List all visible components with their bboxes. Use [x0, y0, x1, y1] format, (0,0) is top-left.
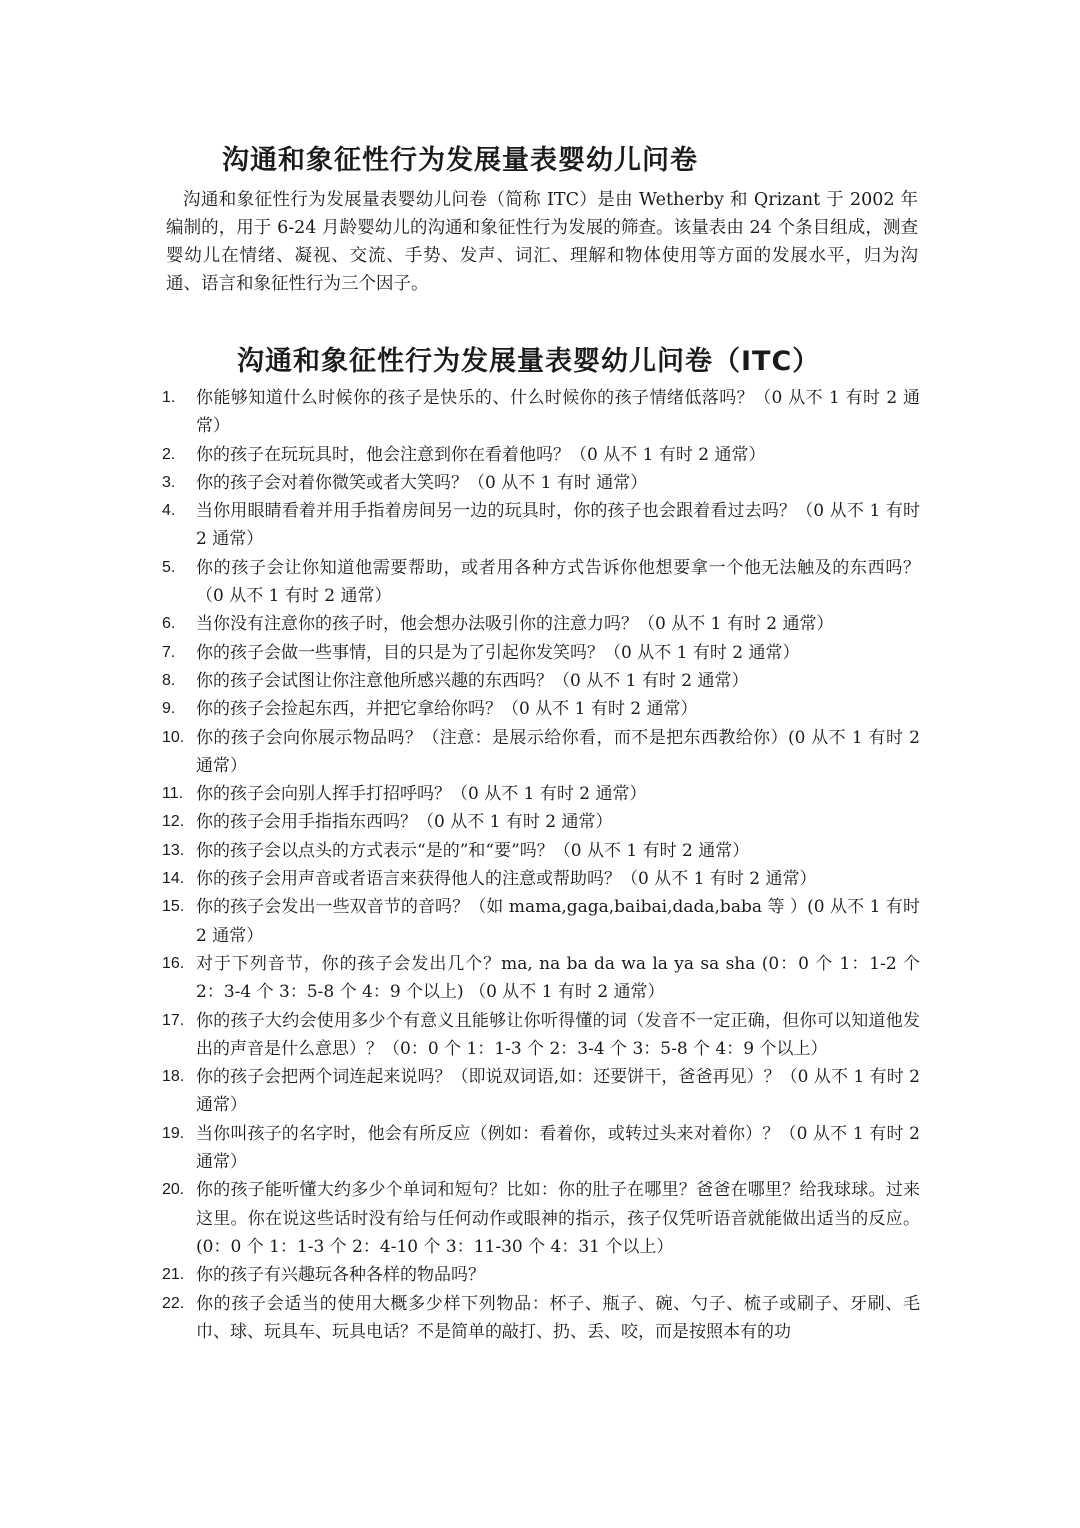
question-number: 21. [162, 1266, 185, 1284]
question-text: 你能够知道什么时候你的孩子是快乐的、什么时候你的孩子情绪低落吗？（0 从不 1 有时 2 通常） [196, 388, 920, 437]
question-number: 13. [162, 841, 185, 859]
intro-paragraph: 沟通和象征性行为发展量表婴幼儿问卷（简称 ITC）是由 Wetherby 和 Qrizant 于 2002 年编制的，用于 6-24 月龄婴幼儿的沟通和象征性行为发展的筛查。该量表由 24 个条目组成，测查婴幼儿在情绪、凝视、交流、手势、发声、词汇、理解和物体使用等方面的发展水平，归为沟通、语言和象征性行为三个因子。 [166, 190, 918, 294]
question-text: 你的孩子会对着你微笑或者大笑吗？（0 从不 1 有时 通常） [196, 472, 648, 493]
question-number: 22. [162, 1294, 185, 1312]
question-item [162, 1007, 920, 1064]
question-item [162, 1063, 920, 1120]
question-text: 当你叫孩子的名字时，他会有所反应（例如：看着你，或转过头来对着你）？（0 从不 1 有时 2 通常） [196, 1123, 920, 1173]
question-item [162, 1176, 920, 1261]
question-text: 你的孩子会向你展示物品吗？（注意：是展示给你看，而不是把东西教给你）(0 从不 1 有时 2 通常） [196, 727, 920, 776]
question-text: 你的孩子在玩玩具时，他会注意到你在看着他吗？（0 从不 1 有时 2 通常） [196, 444, 766, 465]
question-number: 18. [162, 1068, 185, 1086]
question-text: 你的孩子会用声音或者语言来获得他人的注意或帮助吗？（0 从不 1 有时 2 通常） [196, 869, 817, 890]
question-text: 你的孩子会适当的使用大概多少样下列物品：杯子、瓶子、碗、勺子、梳子或刷子、牙刷、毛巾、球、玩具车、玩具电话？不是简单的敲打、扔、丢、咬，而是按照本有的功 [196, 1293, 920, 1342]
question-text: 你的孩子会以点头的方式表示“是的”和“要”吗？（0 从不 1 有时 2 通常） [196, 840, 750, 861]
question-number: 2. [162, 445, 176, 463]
question-number: 11. [162, 785, 184, 803]
question-number: 17. [162, 1011, 185, 1029]
question-item [162, 441, 920, 469]
question-number: 12. [162, 813, 185, 831]
question-text: 你的孩子会让你知道他需要帮助，或者用各种方式告诉你他想要拿一个他无法触及的东西吗？（0 从不 1 有时 2 通常） [196, 557, 920, 607]
question-item [162, 610, 920, 638]
question-number: 7. [162, 643, 176, 661]
question-text: 你的孩子能听懂大约多少个单词和短句？比如：你的肚子在哪里？爸爸在哪里？给我球球。过来这里。你在说这些话时没有给与任何动作或眼神的指示，孩子仅凭听语音就能做出适当的反应。(0：0 个 1：1-3 个 2：4-10 个 3：11-30 个 4：31 个以上） [196, 1180, 920, 1257]
question-item [162, 1290, 920, 1347]
question-item [162, 667, 920, 695]
question-item [162, 893, 920, 950]
question-number: 9. [162, 700, 176, 718]
question-number: 14. [162, 870, 185, 888]
question-text: 你的孩子会试图让你注意他所感兴趣的东西吗？（0 从不 1 有时 2 通常） [196, 670, 749, 691]
question-text: 你的孩子大约会使用多少个有意义且能够让你听得懂的词（发音不一定正确，但你可以知道他发出的声音是什么意思）？（0：0 个 1：1-3 个 2：3-4 个 3：5-8 个 4：9 个以上） [196, 1010, 920, 1059]
question-item [162, 808, 920, 836]
question-item [162, 384, 920, 441]
question-number: 5. [162, 558, 176, 576]
question-text: 你的孩子会把两个词连起来说吗？（即说双词语,如：还要饼干，爸爸再见）？（0 从不 1 有时 2 通常） [196, 1067, 920, 1116]
question-text: 你的孩子会向别人挥手打招呼吗？（0 从不 1 有时 2 通常） [196, 784, 647, 805]
question-text: 你的孩子有兴趣玩各种各样的物品吗？ [196, 1265, 485, 1286]
question-number: 10. [162, 728, 185, 746]
question-item [162, 639, 920, 667]
question-item [162, 865, 920, 893]
question-number: 20. [162, 1181, 185, 1199]
question-number: 4. [162, 502, 176, 520]
question-text: 你的孩子会捡起东西，并把它拿给你吗？（0 从不 1 有时 2 通常） [196, 699, 698, 720]
question-text: 你的孩子会发出一些双音节的音吗？（如 mama,gaga,baibai,dada,baba 等 ）(0 从不 1 有时 2 通常） [196, 897, 920, 946]
question-number: 8. [162, 671, 176, 689]
question-item [162, 497, 920, 554]
question-number: 6. [162, 615, 176, 633]
question-item [162, 837, 920, 865]
question-number: 3. [162, 473, 176, 491]
question-item [162, 695, 920, 723]
question-item [162, 1120, 920, 1177]
question-number: 16. [162, 954, 185, 972]
question-number: 19. [162, 1124, 185, 1142]
question-item [162, 469, 920, 497]
question-item [162, 724, 920, 781]
question-text: 当你用眼睛看着并用手指着房间另一边的玩具时，你的孩子也会跟着看过去吗？（0 从不 1 有时 2 通常） [196, 501, 920, 550]
question-text: 你的孩子会用手指指东西吗？（0 从不 1 有时 2 通常） [196, 812, 613, 833]
question-item [162, 1261, 920, 1289]
document-title: 沟通和象征性行为发展量表婴幼儿问卷 [222, 145, 698, 176]
question-item [162, 950, 920, 1007]
question-number: 15. [162, 898, 185, 916]
question-number: 1. [162, 389, 176, 406]
questionnaire-title: 沟通和象征性行为发展量表婴幼儿问卷（ITC） [237, 346, 821, 377]
question-item [162, 554, 920, 611]
question-item [162, 780, 920, 808]
question-text: 对于下列音节，你的孩子会发出几个？ma, na ba da wa la ya sa sha (0：0 个 1：1-2 个 2：3-4 个 3：5-8 个 4：9 个以上) （0 从不 1 有时 2 通常） [196, 953, 920, 1003]
question-text: 你的孩子会做一些事情，目的只是为了引起你发笑吗？（0 从不 1 有时 2 通常） [196, 642, 800, 663]
question-list [162, 384, 920, 1346]
question-text: 当你没有注意你的孩子时，他会想办法吸引你的注意力吗？（0 从不 1 有时 2 通常） [196, 614, 834, 635]
